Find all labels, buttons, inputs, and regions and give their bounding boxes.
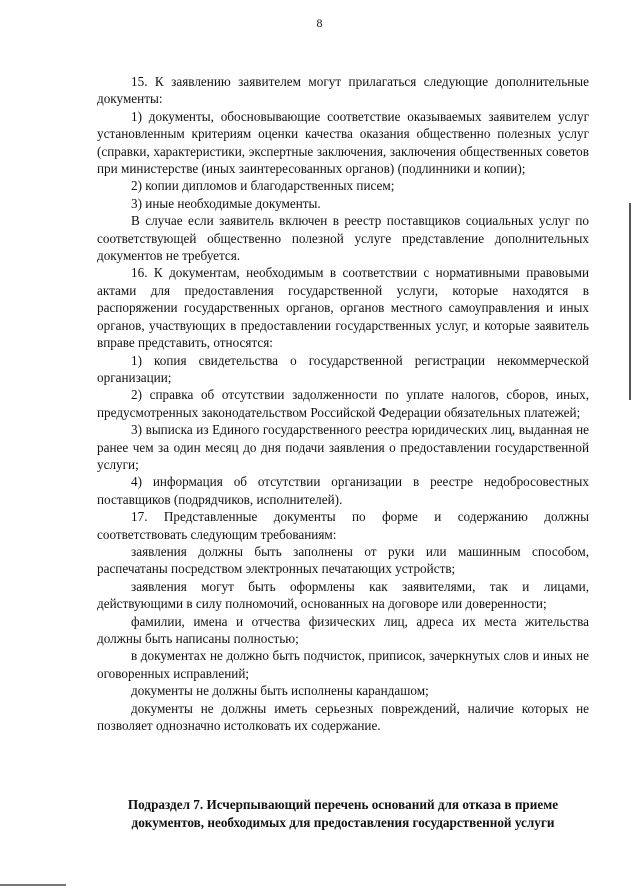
list-item-16-4: 4) информация об отсутствии организации в реестре недобросовестных поставщиков (подрядчиков, исполнителей). <box>97 474 589 507</box>
requirement-item: документы не должны быть исполнены карандашом; <box>131 683 429 699</box>
list-item-15-2: 2) копии дипломов и благодарственных писем; <box>131 178 395 194</box>
requirement-item: в документах не должно быть подчисток, приписок, зачеркнутых слов и иных не оговоренных исправлений; <box>97 648 589 681</box>
requirement-item: заявления могут быть оформлены как заявителями, так и лицами, действующими в силу полномочий, основанных на договоре или доверенности; <box>97 578 589 612</box>
list-item-16-3: 3) выписка из Единого государственного реестра юридических лиц, выданная не ранее чем за один месяц до дня подачи заявления о предоставлении государственной услуги; <box>97 422 589 472</box>
paragraph-15-note: В случае если заявитель включен в реестр поставщиков социальных услуг по соответствующей общественно полезной услуге представление дополнительных документов не требуется. <box>97 213 589 264</box>
list-item-15-1: 1) документы, обосновывающие соответствие оказываемых заявителем услуг установленным критериям оценки качества оказания общественно полезных услуг (справки, характеристики, экспертные заключения, заключения общественных советов при министерстве (иных заинтересованных органов) (подлинники и копии); <box>97 108 589 177</box>
scan-edge-mark <box>629 203 631 400</box>
requirement-item: фамилии, имена и отчества физических лиц, адреса их места жительства должны быть написаны полностью; <box>97 613 589 646</box>
list-item-16-1: 1) копия свидетельства о государственной регистрации некоммерческой организации; <box>97 352 589 385</box>
requirement-item: заявления должны быть заполнены от руки или машинным способом, распечатаны посредством электронных печатающих устройств; <box>97 543 589 577</box>
page-number: 8 <box>316 16 323 30</box>
document-body <box>97 73 589 734</box>
list-item-16-2: 2) справка об отсутствии задолженности по уплате налогов, сборов, иных, предусмотренных законодательством Российской Федерации обязательных платежей; <box>97 387 589 420</box>
paragraph-17: 17. Представленные документы по форме и содержанию должны соответствовать следующим требованиям: <box>97 509 589 542</box>
paragraph-15: 15. К заявлению заявителем могут прилагаться следующие дополнительные документы: <box>97 74 589 107</box>
paragraph-16: 16. К документам, необходимым в соответствии с нормативными правовыми актами для предоставления государственной услуги, которые находятся в распоряжении государственных органов, органов местного самоуправления и иных органов, участвующих в предоставлении государственных услуг, и которые заявитель вправе представить, относятся: <box>97 265 589 351</box>
list-item-15-3: 3) иные необходимые документы. <box>131 195 321 211</box>
requirement-item: документы не должны иметь серьезных повреждений, наличие которых не позволяет однозначно истолковать их содержание. <box>97 700 589 734</box>
bottom-edge-line <box>0 884 66 886</box>
section-heading: Подраздел 7. Исчерпывающий перечень оснований для отказа в приеме документов, необходимых для предоставления государственной услуги <box>127 797 559 830</box>
